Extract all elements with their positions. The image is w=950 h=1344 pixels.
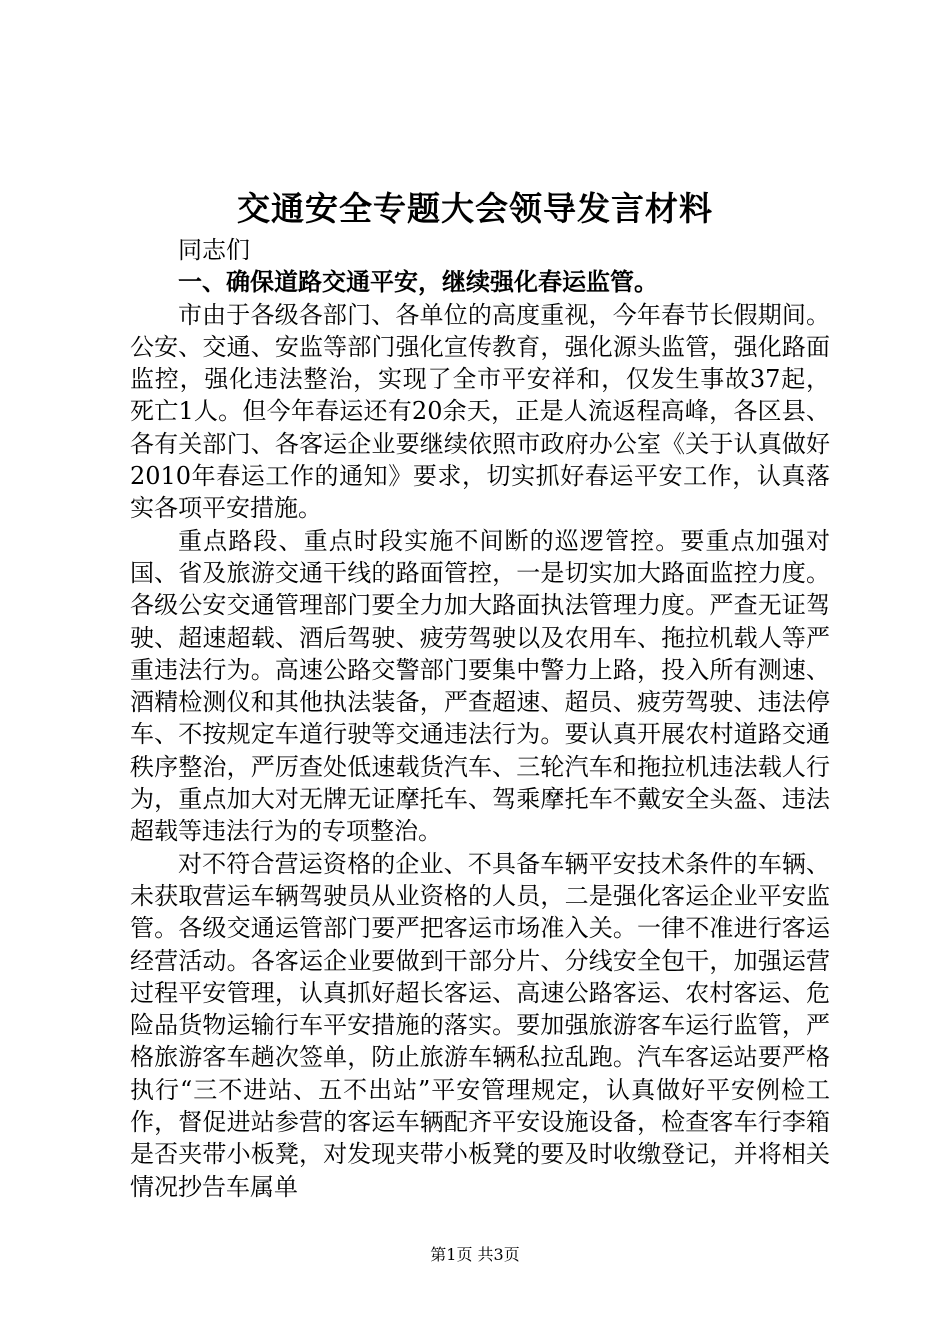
document-body [130,234,830,1203]
page-footer: 第1页 共3页 [430,1245,520,1264]
section-heading: 一、确保道路交通平安，继续强化春运监管。 [178,267,658,297]
salutation: 同志们 [178,236,250,264]
body-paragraph: 市由于各级各部门、各单位的高度重视，今年春节长假期间。公安、交通、安监等部门强化宣传教育，强化源头监管，强化路面监控，强化违法整治，实现了全市平安祥和，仅发生事故37起，死亡1人。但今年春运还有20余天，正是人流返程高峰，各区县、各有关部门、各客运企业要继续依照市政府办公室《关于认真做好2010年春运工作的通知》要求，切实抓好春运平安工作，认真落实各项平安措施。 [130,300,830,523]
body-paragraph: 重点路段、重点时段实施不间断的巡逻管控。要重点加强对国、省及旅游交通干线的路面管控，一是切实加大路面监控力度。各级公安交通管理部门要全力加大路面执法管理力度。严查无证驾驶、超速超载、酒后驾驶、疲劳驾驶以及农用车、拖拉机载人等严重违法行为。高速公路交警部门要集中警力上路，投入所有测速、酒精检测仪和其他执法装备，严查超速、超员、疲劳驾驶、违法停车、不按规定车道行驶等交通违法行为。要认真开展农村道路交通秩序整治，严厉查处低速载货汽车、三轮汽车和拖拉机违法载人行为，重点加大对无牌无证摩托车、驾乘摩托车不戴安全头盔、违法超载等违法行为的专项整治。 [130,526,830,846]
body-paragraph: 对不符合营运资格的企业、不具备车辆平安技术条件的车辆、未获取营运车辆驾驶员从业资格的人员，二是强化客运企业平安监管。各级交通运管部门要严把客运市场准入关。一律不准进行客运经营活动。各客运企业要做到干部分片、分线安全包干，加强运营过程平安管理，认真抓好超长客运、高速公路客运、农村客运、危险品货物运输行车平安措施的落实。要加强旅游客车运行监管，严格旅游客车趟次签单，防止旅游车辆私拉乱跑。汽车客运站要严格执行“三不进站、五不出站”平安管理规定，认真做好平安例检工作，督促进站参营的客运车辆配齐平安设施设备，检查客车行李箱是否夹带小板凳，对发现夹带小板凳的要及时收缴登记，并将相关情况抄告车属单 [130,849,830,1201]
document-title: 交通安全专题大会领导发言材料 [237,189,713,228]
